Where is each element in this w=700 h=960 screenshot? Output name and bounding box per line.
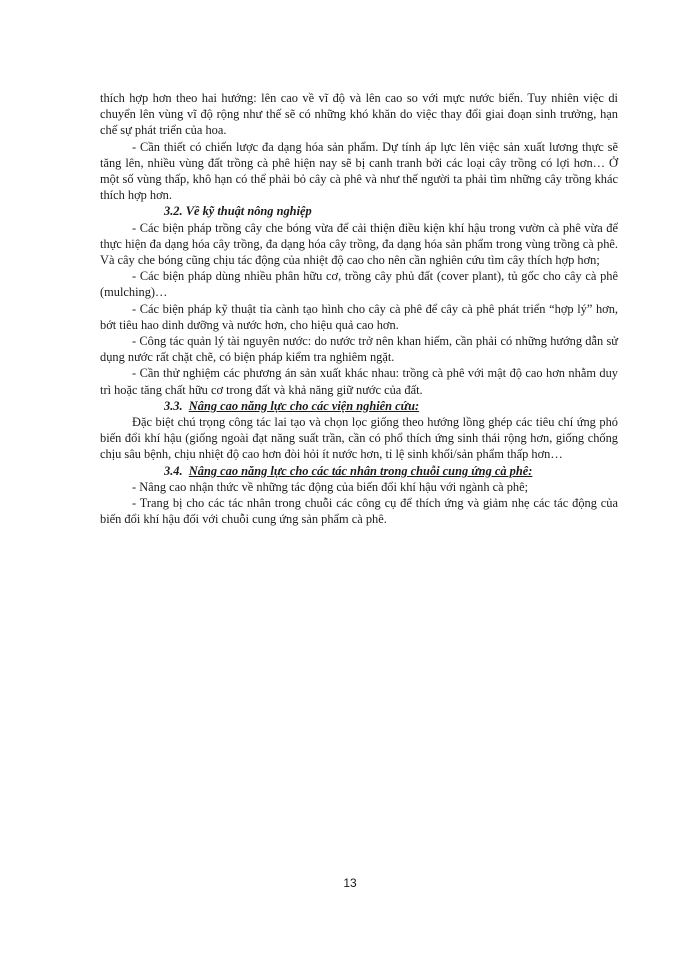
section-heading-3-3 xyxy=(100,398,618,414)
paragraph: Đặc biệt chú trọng công tác lai tạo và chọn lọc giống theo hướng lồng ghép các tiêu chí ứng phó biến đổi khí hậu (giống ngoài đạt năng suất trần, cần có phổ thích ứng sinh thái rộng hơn, giống chống chịu sâu bệnh, chịu nhiệt độ cao hơn đòi hỏi ít nước hơn, tỉ lệ sinh khối/sản phẩm thấp hơn… xyxy=(100,415,618,462)
section-number: 3.2. xyxy=(164,204,183,219)
paragraph: - Nâng cao nhận thức về những tác động của biến đổi khí hậu với ngành cà phê; xyxy=(132,479,529,494)
section-title: Nâng cao năng lực cho các tác nhân trong chuỗi cung ứng cà phê: xyxy=(188,463,533,478)
section-number: 3.3. xyxy=(164,398,183,413)
paragraph: - Cần thử nghiệm các phương án sản xuất khác nhau: trồng cà phê với mật độ cao hơn nhằm duy trì hoặc tăng chất hữu cơ trong đất và khả năng giữ nước của đất. xyxy=(100,366,618,397)
section-heading-3-4 xyxy=(100,463,618,479)
paragraph: - Các biện pháp kỹ thuật tỉa cành tạo hình cho cây cà phê để cây cà phê phát triển “hợp lý” hơn, bớt tiêu hao dinh dưỡng và nước hơn, cho hiệu quả cao hơn. xyxy=(100,301,618,332)
section-heading-3-2 xyxy=(100,203,618,219)
paragraph: - Các biện pháp dùng nhiều phân hữu cơ, trồng cây phủ đất (cover plant), tủ gốc cho cây cà phê (mulching)… xyxy=(100,269,618,300)
page-number: 13 xyxy=(343,876,357,890)
section-title: Về kỹ thuật nông nghiệp xyxy=(185,204,312,219)
paragraph: - Các biện pháp trồng cây che bóng vừa để cải thiện điều kiện khí hậu trong vườn cà phê vừa để thực hiện đa dạng hóa cây trồng, đa dạng hóa cây trồng, đa dạng hóa sản phẩm trong vùng trồng cà phê. Và cây che bóng cũng chịu tác động của nhiệt độ cao cho nên cần nghiên cứu tìm cây thích hợp hơn; xyxy=(100,220,618,268)
paragraph: thích hợp hơn theo hai hướng: lên cao về vĩ độ và lên cao so với mực nước biển. Tuy nhiên việc di chuyển lên vùng vĩ độ rộng như thế sẽ có những khó khăn do việc thay đổi giai đoạn sinh trưởng, hạn chế sự phát triển của hoa. xyxy=(100,91,618,138)
section-number: 3.4. xyxy=(164,463,183,478)
paragraph: - Trang bị cho các tác nhân trong chuỗi các công cụ để thích ứng và giảm nhẹ các tác động của biến đổi khí hậu đối với chuỗi cung ứng sản phẩm cà phê. xyxy=(100,496,618,527)
paragraph: - Công tác quản lý tài nguyên nước: do nước trở nên khan hiếm, cần phải có những hướng dẫn sử dụng nước rất chặt chẽ, có biện pháp kiểm tra nghiêm ngặt. xyxy=(100,334,618,365)
document-body xyxy=(100,90,618,527)
section-title: Nâng cao năng lực cho các viện nghiên cứu: xyxy=(188,398,420,413)
paragraph: - Cần thiết có chiến lược đa dạng hóa sản phẩm. Dự tính áp lực lên việc sản xuất lương thực sẽ tăng lên, nhiều vùng đất trồng cà phê hiện nay sẽ bị canh tranh bởi các loại cây trồng có lợi hơn… Ở một số vùng thấp, khô hạn có thể phải bỏ cây cà phê và như thế người ta phải tìm những cây trồng khác thích hợp hơn. xyxy=(100,139,618,203)
